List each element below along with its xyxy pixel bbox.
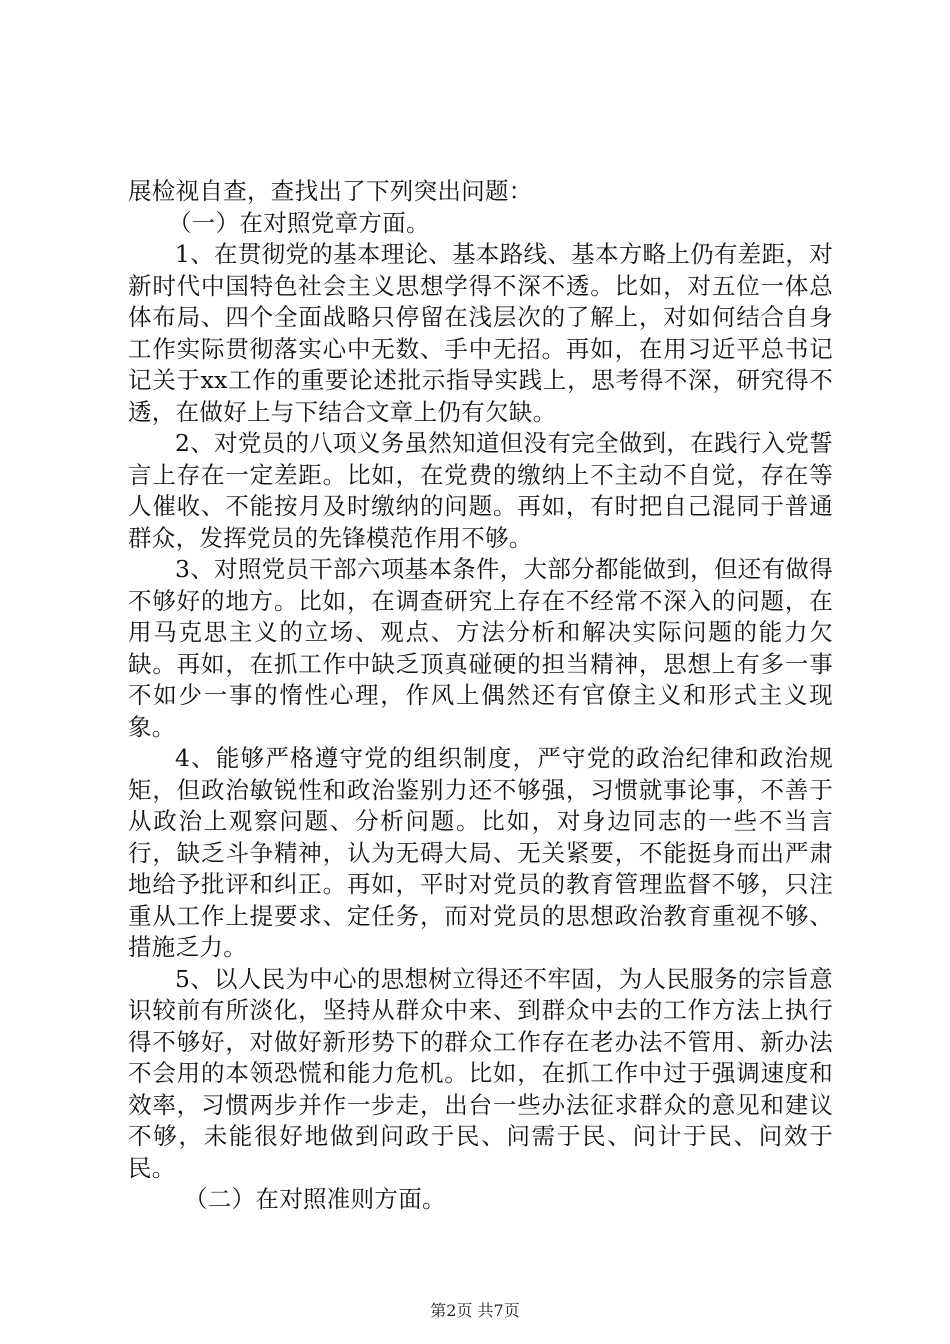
section-heading-1: （一）在对照党章方面。	[168, 208, 430, 237]
item-paragraph-1: 1、在贯彻党的基本理论、基本路线、基本方略上仍有差距，对新时代中国特色社会主义思想学得不深不透。比如，对五位一体总体布局、四个全面战略只停留在浅层次的了解上，对如何结合自身工作实际贯彻落实心中无数、手中无招。再如，在用习近平总书记记关于xx工作的重要论述批示指导实践上，思考得不深，研究得不透，在做好上与下结合文章上仍有欠缺。	[128, 240, 833, 426]
document-body	[128, 176, 833, 1216]
item-paragraph-5: 5、以人民为中心的思想树立得还不牢固，为人民服务的宗旨意识较前有所淡化，坚持从群众中来、到群众中去的工作方法上执行得不够好，对做好新形势下的群众工作存在老办法不管用、新办法不会用的本领恐慌和能力危机。比如，在抓工作中过于强调速度和效率，习惯两步并作一步走，出台一些办法征求群众的意见和建议不够，未能很好地做到问政于民、问需于民、问计于民、问效于民。	[128, 964, 833, 1182]
section-heading-2: （二）在对照准则方面。	[184, 1185, 446, 1213]
intro-paragraph: 展检视自查，查找出了下列突出问题：	[128, 177, 533, 205]
item-paragraph-3: 3、对照党员干部六项基本条件，大部分都能做到，但还有做得不够好的地方。比如，在调查研究上存在不经常不深入的问题，在用马克思主义的立场、观点、方法分析和解决实际问题的能力欠缺。再如，在抓工作中缺乏顶真碰硬的担当精神，思想上有多一事不如少一事的惰性心理，作风上偶然还有官僚主义和形式主义现象。	[128, 555, 833, 741]
page-number-footer: 第2页 共7页	[430, 1301, 520, 1320]
item-paragraph-2: 2、对党员的八项义务虽然知道但没有完全做到，在践行入党誓言上存在一定差距。比如，在党费的缴纳上不主动不自觉，存在等人催收、不能按月及时缴纳的问题。再如，有时把自己混同于普通群众，发挥党员的先锋模范作用不够。	[128, 429, 833, 552]
item-paragraph-4: 4、能够严格遵守党的组织制度，严守党的政治纪律和政治规矩，但政治敏锐性和政治鉴别力还不够强，习惯就事论事，不善于从政治上观察问题、分析问题。比如，对身边同志的一些不当言行，缺乏斗争精神，认为无碍大局、无关紧要，不能挺身而出严肃地给予批评和纠正。再如，平时对党员的教育管理监督不够，只注重从工作上提要求、定任务，而对党员的思想政治教育重视不够、措施乏力。	[128, 744, 833, 961]
